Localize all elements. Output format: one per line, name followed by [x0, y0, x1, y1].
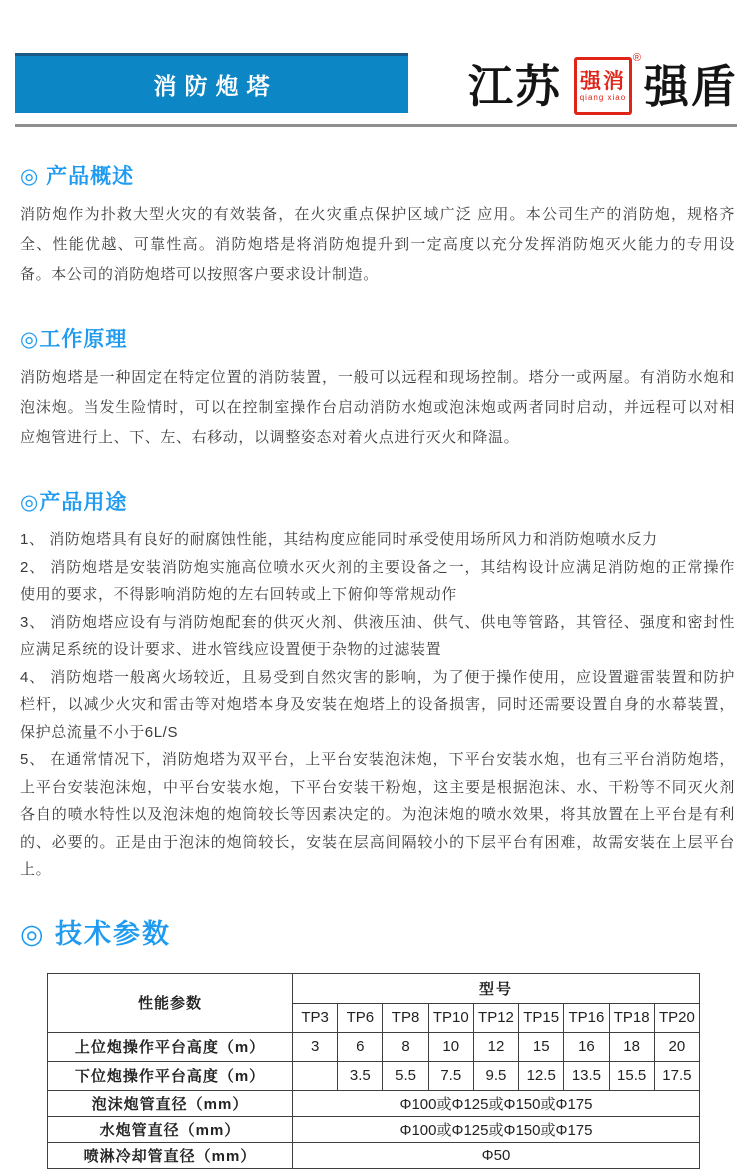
uses-item-4: 4、 消防炮塔一般离火场较近，且易受到自然灾害的影响，为了便于操作使用，应设置避雷装置和防护栏杆，以减少火灾和雷击等对炮塔本身及安装在炮塔上的设备损害，同时还需要设置自身的水幕装置，保护总流量不小于6L/S — [20, 668, 735, 741]
model-header-cell: TP18 — [609, 1003, 654, 1032]
value-cell: 12 — [473, 1032, 518, 1061]
table-row — [48, 1061, 700, 1090]
span-value-cell: Φ100或Φ125或Φ150或Φ175 — [293, 1116, 700, 1142]
value-cell: 10 — [428, 1032, 473, 1061]
value-cell: 20 — [654, 1032, 699, 1061]
model-header-cell: TP6 — [338, 1003, 383, 1032]
model-header-cell: TP3 — [293, 1003, 338, 1032]
value-cell: 17.5 — [654, 1061, 699, 1090]
registered-trademark-icon: ® — [632, 52, 641, 64]
model-header-cell: TP16 — [564, 1003, 609, 1032]
document-body — [0, 127, 750, 1169]
section-principle — [20, 323, 735, 453]
row-label-cell: 泡沫炮管直径（mm） — [48, 1090, 293, 1116]
value-cell: 3 — [293, 1032, 338, 1061]
model-header-cell: TP8 — [383, 1003, 428, 1032]
value-cell: 9.5 — [473, 1061, 518, 1090]
param-header-cell: 性能参数 — [48, 973, 293, 1032]
value-cell: 16 — [564, 1032, 609, 1061]
value-cell: 15 — [519, 1032, 564, 1061]
value-cell: 7.5 — [428, 1061, 473, 1090]
spec-tbody — [48, 1032, 700, 1168]
product-title: 消防炮塔 — [153, 73, 278, 99]
value-cell: 18 — [609, 1032, 654, 1061]
model-header-cell: TP10 — [428, 1003, 473, 1032]
row-label-cell: 下位炮操作平台高度（m） — [48, 1061, 293, 1090]
brand-left-text: 江苏 — [467, 60, 562, 112]
brand-seal-cn: 强消 — [579, 69, 626, 93]
model-header-cell: TP12 — [473, 1003, 518, 1032]
model-header-cell: TP20 — [654, 1003, 699, 1032]
brand-seal-pinyin: qiang xiao — [579, 92, 627, 102]
row-label-cell: 喷淋冷却管直径（mm） — [48, 1142, 293, 1168]
span-value-cell: Φ50 — [293, 1142, 700, 1168]
uses-item-3: 3、 消防炮塔应设有与消防炮配套的供灭火剂、供液压油、供气、供电等管路，其管径、强度和密封性应满足系统的设计要求、进水管线应设置便于杂物的过滤装置 — [20, 613, 735, 658]
brand-seal-icon — [574, 52, 641, 115]
section-heading-tech-params: ◎ 技术参数 — [20, 918, 172, 949]
value-cell: 15.5 — [609, 1061, 654, 1090]
value-cell: 6 — [338, 1032, 383, 1061]
section-heading-overview: ◎ 产品概述 — [20, 165, 135, 188]
spec-table — [47, 973, 700, 1169]
value-cell: 12.5 — [519, 1061, 564, 1090]
table-header-row-models-group — [48, 973, 700, 1003]
model-header-cell: TP15 — [519, 1003, 564, 1032]
brand-right-text: 强盾 — [643, 60, 738, 112]
section-tech-params — [20, 912, 735, 1169]
overview-paragraph: 消防炮作为扑救大型火灾的有效装备，在火灾重点保护区域广泛 应用。本公司生产的消防炮，规格齐全、性能优越、可靠性高。消防炮塔是将消防炮提升到一定高度以充分发挥消防炮灭火能力的专用设备。本公司的消防炮塔可以按照客户要求设计制造。 — [20, 206, 735, 283]
brand-logo — [467, 52, 738, 116]
value-cell: 3.5 — [338, 1061, 383, 1090]
row-label-cell: 水炮管直径（mm） — [48, 1116, 293, 1142]
value-cell: 8 — [383, 1032, 428, 1061]
row-label-cell: 上位炮操作平台高度（m） — [48, 1032, 293, 1061]
value-cell: 13.5 — [564, 1061, 609, 1090]
table-row — [48, 1032, 700, 1061]
table-row — [48, 1116, 700, 1142]
value-cell: 5.5 — [383, 1061, 428, 1090]
uses-item-5: 5、 在通常情况下，消防炮塔为双平台，上平台安装泡沫炮，下平台安装水炮，也有三平台消防炮塔，上平台安装泡沫炮，中平台安装水炮，下平台安装干粉炮，这主要是根据泡沫、水、干粉等不同灭火剂各自的喷水特性以及泡沫炮的炮筒较长等因素决定的。为泡沫炮的喷水效果，将其放置在上平台是有利的、必要的。正是由于泡沫的炮筒较长，安装在层高间隔较小的下层平台有困难，故需安装在上层平台上。 — [20, 751, 735, 878]
value-cell — [293, 1061, 338, 1090]
model-group-header-cell: 型号 — [293, 973, 700, 1003]
span-value-cell: Φ100或Φ125或Φ150或Φ175 — [293, 1090, 700, 1116]
product-title-bar — [15, 53, 408, 113]
section-uses — [20, 486, 735, 884]
table-row — [48, 1142, 700, 1168]
uses-item-1: 1、 消防炮塔具有良好的耐腐蚀性能，其结构度应能同时承受使用场所风力和消防炮喷水反力 — [20, 531, 658, 548]
section-heading-principle: ◎工作原理 — [20, 328, 128, 351]
principle-paragraph: 消防炮塔是一种固定在特定位置的消防装置，一般可以远程和现场控制。塔分一或两屋。有消防水炮和泡沫炮。当发生险情时，可以在控制室操作台启动消防水炮或泡沫炮或两者同时启动，并远程可以对相应炮管进行上、下、左、右移动，以调整姿态对着火点进行灭火和降温。 — [20, 369, 735, 446]
table-row — [48, 1090, 700, 1116]
section-overview — [20, 160, 735, 290]
section-heading-uses: ◎产品用途 — [20, 491, 128, 514]
uses-item-2: 2、 消防炮塔是安装消防炮实施高位喷水灭火剂的主要设备之一，其结构设计应满足消防炮的正常操作使用的要求，不得影响消防炮的左右回转或上下俯仰等常规动作 — [20, 558, 735, 603]
